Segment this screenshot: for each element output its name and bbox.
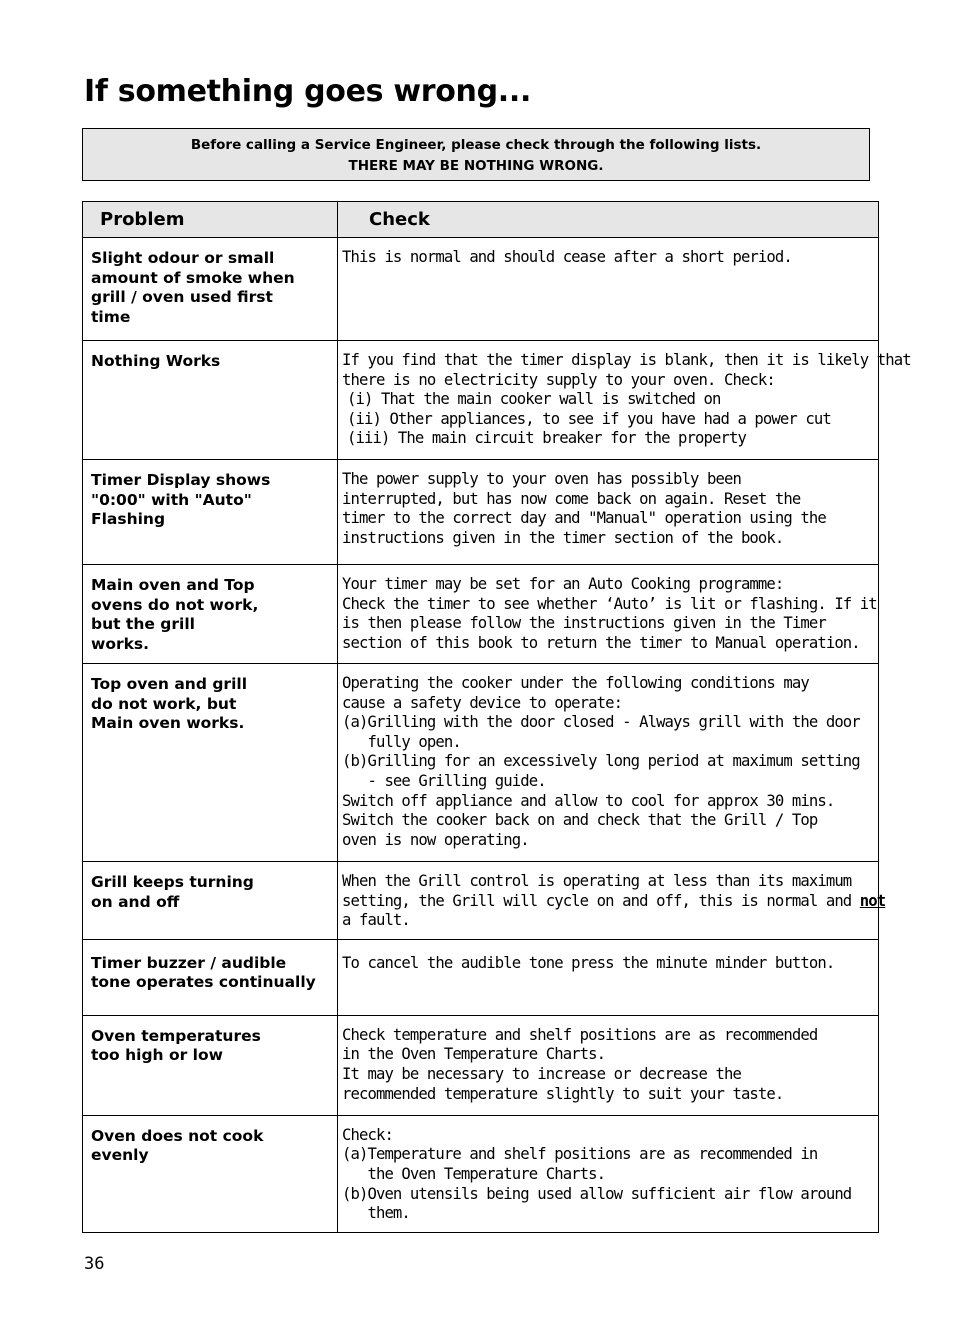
- table-row: [83, 862, 879, 940]
- problem-line: ovens do not work,: [91, 595, 259, 614]
- check-line: section of this book to return the timer to Manual operation.: [342, 633, 860, 652]
- problem-line: time: [91, 307, 131, 326]
- check-cell: [338, 939, 879, 1015]
- check-line: cause a safety device to operate:: [342, 693, 623, 712]
- check-line: - see Grilling guide.: [367, 771, 546, 790]
- check-line: Check the timer to see whether ‘Auto’ is lit or flashing. If it: [342, 594, 877, 613]
- check-list-item: [342, 1145, 876, 1184]
- check-line: If you find that the timer display is blank, then it is likely that: [342, 351, 911, 369]
- check-line: a fault.: [342, 911, 410, 930]
- check-line: setting, the Grill will cycle on and off, this is normal and: [342, 891, 860, 910]
- problem-cell: [83, 1015, 338, 1115]
- check-line: Check:: [342, 1125, 393, 1144]
- table-row: [83, 341, 879, 460]
- problem-line: Timer buzzer / audible: [91, 953, 287, 972]
- check-line: there is no electricity supply to your oven. Check:: [342, 370, 775, 389]
- check-line: Grilling for an excessively long period at maximum setting: [367, 752, 860, 771]
- check-line: Oven utensils being used allow sufficient air flow around: [367, 1184, 852, 1203]
- check-line: Grilling with the door closed - Always grill with the door: [367, 713, 860, 732]
- notice-line: THERE MAY BE NOTHING WRONG.: [348, 158, 604, 174]
- column-header-problem: Problem: [83, 202, 338, 238]
- problem-cell: [83, 939, 338, 1015]
- table-row: [83, 664, 879, 862]
- problem-line: Main oven and Top: [91, 576, 255, 594]
- check-line: instructions given in the timer section of the book.: [342, 528, 784, 547]
- problem-line: amount of smoke when: [91, 268, 295, 287]
- notice-line: Before calling a Service Engineer, please check through the following lists.: [190, 137, 762, 153]
- page-number: 36: [84, 1254, 105, 1274]
- check-list-item: [342, 752, 876, 791]
- check-line: in the Oven Temperature Charts.: [342, 1045, 606, 1064]
- problem-cell: [83, 238, 338, 341]
- check-line: This is normal and should cease after a short period.: [342, 248, 792, 266]
- problem-cell: [83, 341, 338, 460]
- table-row: [83, 939, 879, 1015]
- check-line: Switch off appliance and allow to cool for approx 30 mins.: [342, 791, 835, 810]
- problem-line: too high or low: [91, 1046, 223, 1065]
- problem-cell: [83, 460, 338, 565]
- problem-line: Timer Display shows: [91, 471, 271, 489]
- problem-cell: [83, 565, 338, 664]
- check-cell: [338, 238, 879, 341]
- check-line: (iii) The main circuit breaker for the property: [347, 429, 746, 448]
- check-line: them.: [367, 1204, 410, 1223]
- item-label: (a): [342, 713, 368, 732]
- problem-cell: [83, 664, 338, 862]
- problem-line: do not work, but: [91, 694, 237, 713]
- check-line: Operating the cooker under the following conditions may: [342, 674, 809, 692]
- check-cell: [338, 862, 886, 940]
- notice-box: [82, 128, 870, 181]
- problem-line: works.: [91, 634, 150, 653]
- check-line: Temperature and shelf positions are as recommended in: [367, 1145, 818, 1164]
- check-line: The power supply to your oven has possibly been: [342, 470, 741, 488]
- problem-line: Top oven and grill: [91, 675, 248, 693]
- problem-line: Slight odour or small: [91, 249, 275, 267]
- problem-line: Oven temperatures: [91, 1026, 261, 1045]
- problem-line: Grill keeps turning: [91, 873, 254, 891]
- check-list-item: [342, 713, 876, 752]
- problem-line: tone operates continually: [91, 973, 316, 992]
- check-cell: [338, 565, 879, 664]
- check-line: Your timer may be set for an Auto Cooking programme:: [342, 575, 784, 593]
- check-line: It may be necessary to increase or decrease the: [342, 1064, 741, 1083]
- check-line: To cancel the audible tone press the minute minder button.: [342, 953, 835, 972]
- emphasis-not: not: [859, 891, 886, 910]
- page-title: If something goes wrong...: [84, 74, 532, 109]
- check-line: oven is now operating.: [342, 830, 529, 849]
- problem-cell: [83, 862, 338, 940]
- check-line: Check temperature and shelf positions are as recommended: [342, 1025, 818, 1044]
- check-line: Switch the cooker back on and check that the Grill / Top: [342, 811, 818, 830]
- table-header-row: [83, 202, 879, 238]
- problem-line: evenly: [91, 1146, 149, 1165]
- problem-line: Oven does not cook: [91, 1126, 264, 1145]
- check-line: is then please follow the instructions given in the Timer: [342, 614, 826, 633]
- check-line: fully open.: [367, 732, 461, 751]
- table-row: [83, 1115, 879, 1232]
- column-header-check: Check: [338, 202, 879, 238]
- check-line: recommended temperature slightly to suit your taste.: [342, 1084, 784, 1103]
- check-cell: [338, 664, 879, 862]
- check-list-item: [342, 1185, 876, 1224]
- check-line: interrupted, but has now come back on again. Reset the: [342, 489, 801, 508]
- check-line: (ii) Other appliances, to see if you have had a power cut: [347, 409, 831, 428]
- problem-line: on and off: [91, 892, 180, 911]
- item-label: (a): [342, 1145, 368, 1164]
- problem-line: Nothing Works: [91, 352, 221, 370]
- check-line: (i) That the main cooker wall is switched on: [347, 390, 721, 409]
- table-row: [83, 565, 879, 664]
- item-label: (b): [342, 752, 368, 771]
- check-cell: [338, 460, 879, 565]
- table-row: [83, 238, 879, 341]
- table-row: [83, 1015, 879, 1115]
- problem-cell: [83, 1115, 338, 1232]
- problem-line: Main oven works.: [91, 714, 245, 733]
- problem-line: but the grill: [91, 615, 195, 634]
- item-label: (b): [342, 1184, 368, 1203]
- table-row: [83, 460, 879, 565]
- check-cell: [338, 1115, 879, 1232]
- problem-line: Flashing: [91, 510, 166, 529]
- check-cell: [338, 1015, 879, 1115]
- problem-line: "0:00" with "Auto": [91, 490, 252, 509]
- check-line: When the Grill control is operating at less than its maximum: [342, 872, 852, 890]
- problem-line: grill / oven used first: [91, 288, 273, 307]
- check-line: timer to the correct day and "Manual" operation using the: [342, 509, 826, 528]
- check-line: the Oven Temperature Charts.: [367, 1164, 606, 1183]
- troubleshooting-table: [82, 201, 911, 1233]
- check-cell: [338, 341, 911, 460]
